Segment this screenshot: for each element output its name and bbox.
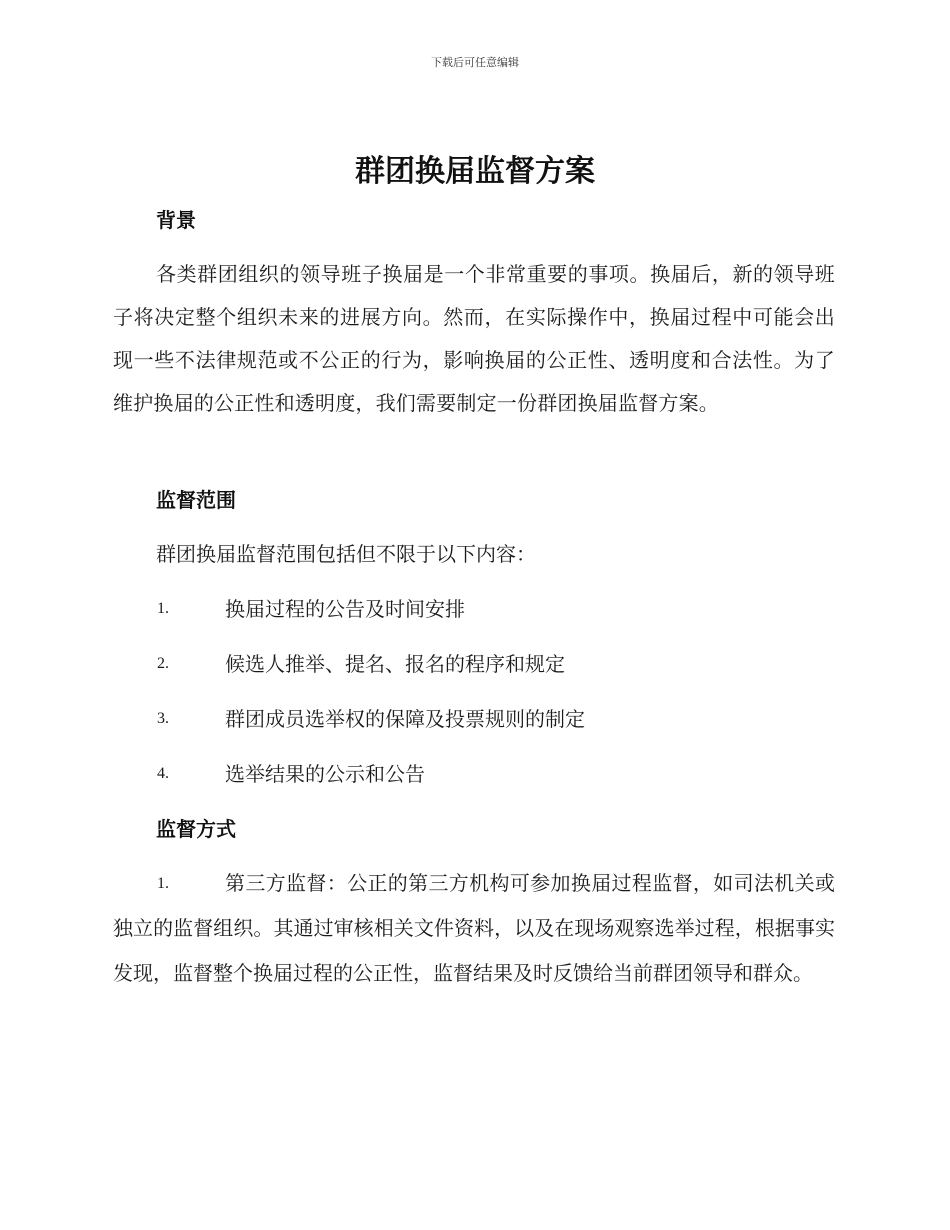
list-number: 2. <box>157 655 169 672</box>
page-header: 下载后可任意编辑 <box>431 56 519 69</box>
section-heading-methods: 监督方式 <box>156 817 236 841</box>
list-text: 换届过程的公告及时间安排 <box>225 597 465 621</box>
method-item <box>113 861 835 996</box>
list-number: 3. <box>157 710 169 727</box>
list-text: 群团成员选举权的保障及投票规则的制定 <box>225 707 585 731</box>
background-paragraph: 各类群团组织的领导班子换届是一个非常重要的事项。换届后，新的领导班子将决定整个组织未来的进展方向。然而，在实际操作中，换届过程中可能会出现一些不法律规范或不公正的行为，影响换届的公正性、透明度和合法性。为了维护换届的公正性和透明度，我们需要制定一份群团换届监督方案。 <box>113 262 835 415</box>
scope-intro: 群团换届监督范围包括但不限于以下内容： <box>156 542 536 566</box>
list-number: 4. <box>157 765 169 782</box>
section-heading-background: 背景 <box>156 208 196 232</box>
list-number: 1. <box>157 600 169 617</box>
document-title: 群团换届监督方案 <box>355 154 595 189</box>
list-number: 1. <box>157 875 169 892</box>
section-heading-scope: 监督范围 <box>156 488 236 512</box>
list-text: 选举结果的公示和公告 <box>225 762 425 786</box>
list-text: 候选人推举、提名、报名的程序和规定 <box>225 652 565 676</box>
method-text: 第三方监督：公正的第三方机构可参加换届过程监督，如司法机关或独立的监督组织。其通过审核相关文件资料，以及在现场观察选举过程，根据事实发现，监督整个换届过程的公正性，监督结果及时反馈给当前群团领导和群众。 <box>113 871 835 985</box>
